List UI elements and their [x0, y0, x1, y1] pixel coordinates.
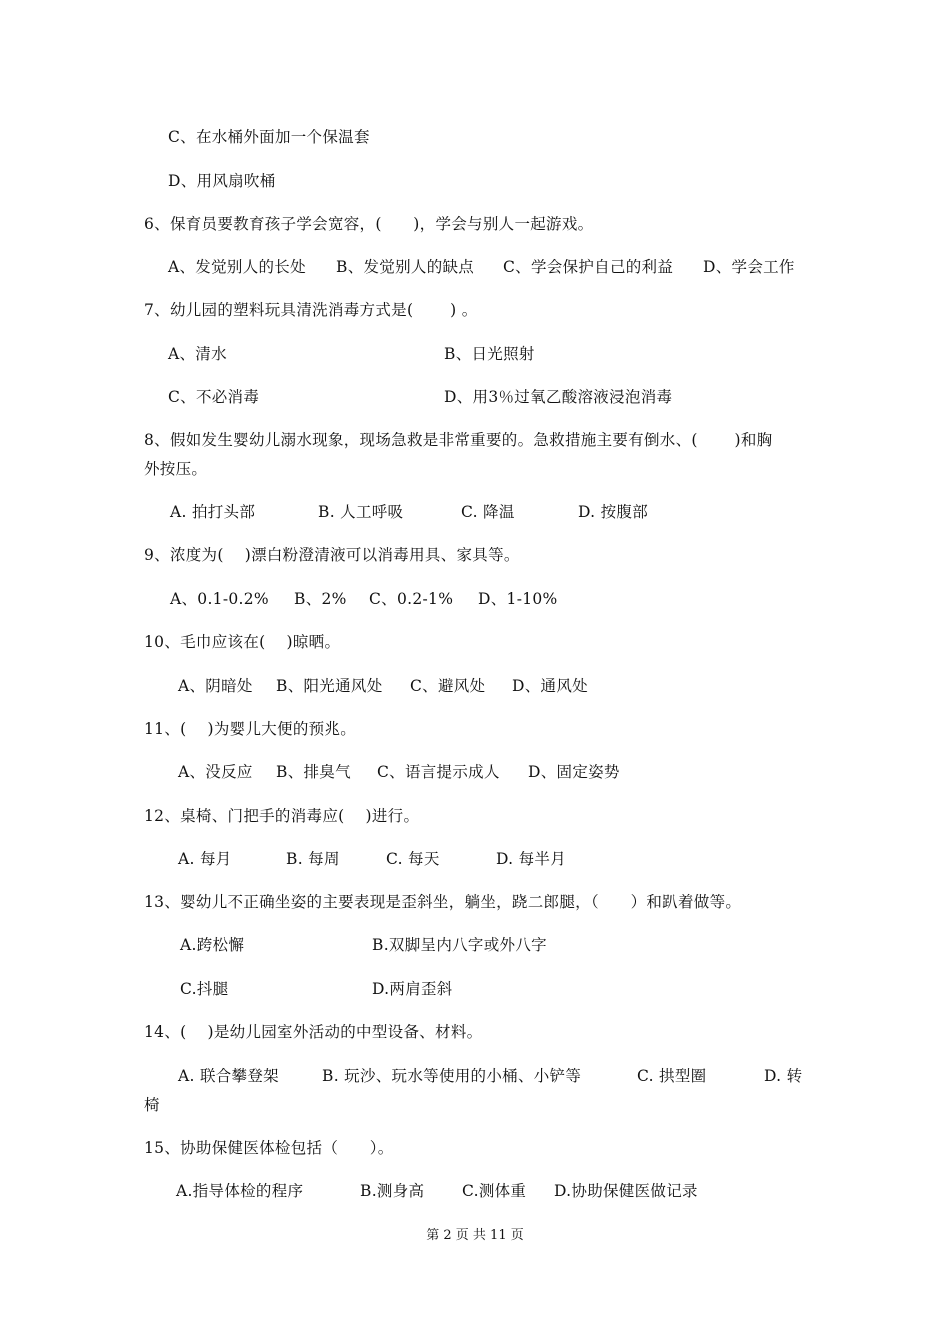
q10-option-b: B、阳光通风处 — [276, 677, 383, 695]
q9-option-a: A、0.1-0.2% — [170, 590, 269, 608]
q10-option-d: D、通风处 — [512, 677, 588, 695]
q9-option-d: D、1-10% — [478, 590, 558, 608]
q10-stem: 10、毛巾应该在( )晾晒。 — [144, 633, 341, 651]
q13-option-b: B.双脚呈内八字或外八字 — [372, 936, 547, 954]
q15-stem: 15、协助保健医体检包括（ ）。 — [144, 1139, 394, 1157]
q6-option-b: B、发觉别人的缺点 — [336, 258, 475, 276]
q13-option-d: D.两肩歪斜 — [372, 980, 453, 998]
q11-option-c: C、语言提示成人 — [377, 763, 500, 781]
q12-option-d: D. 每半月 — [496, 850, 567, 868]
q6-option-a: A、发觉别人的长处 — [168, 258, 306, 276]
q8-option-a: A. 拍打头部 — [170, 503, 256, 521]
q8-stem-line2: 外按压。 — [144, 460, 208, 478]
q14-option-c: C. 拱型圈 — [637, 1067, 707, 1085]
q15-option-d: D.协助保健医做记录 — [554, 1182, 698, 1200]
q7-option-c: C、不必消毒 — [168, 388, 260, 406]
q14-option-b: B. 玩沙、玩水等使用的小桶、小铲等 — [322, 1067, 582, 1085]
q8-option-b: B. 人工呼吸 — [318, 503, 404, 521]
q8-stem-line1: 8、假如发生婴幼儿溺水现象，现场急救是非常重要的。急救措施主要有倒水、( )和胸 — [144, 431, 773, 449]
q12-option-a: A. 每月 — [178, 850, 232, 868]
q6-option-c: C、学会保护自己的利益 — [503, 258, 674, 276]
q15-option-b: B.测身高 — [360, 1182, 425, 1200]
q14-stem: 14、( )是幼儿园室外活动的中型设备、材料。 — [144, 1023, 483, 1041]
q15-option-c: C.测体重 — [462, 1182, 527, 1200]
q6-stem: 6、保育员要教育孩子学会宽容，( )，学会与别人一起游戏。 — [144, 215, 594, 233]
q7-stem: 7、幼儿园的塑料玩具清洗消毒方式是( ) 。 — [144, 301, 478, 319]
q10-option-c: C、避风处 — [410, 677, 486, 695]
q10-option-a: A、阴暗处 — [178, 677, 253, 695]
q11-option-d: D、固定姿势 — [528, 763, 620, 781]
q11-option-a: A、没反应 — [178, 763, 253, 781]
q12-option-c: C. 每天 — [386, 850, 440, 868]
q8-option-c: C. 降温 — [461, 503, 515, 521]
q13-stem: 13、婴幼儿不正确坐姿的主要表现是歪斜坐，躺坐，跷二郎腿，（ ）和趴着做等。 — [144, 893, 742, 911]
q11-option-b: B、排臭气 — [276, 763, 351, 781]
q12-option-b: B. 每周 — [286, 850, 340, 868]
q15-option-a: A.指导体检的程序 — [176, 1182, 304, 1200]
q13-option-c: C.抖腿 — [180, 980, 229, 998]
q7-option-a: A、清水 — [168, 345, 227, 363]
q14-option-d: D. 转 — [764, 1067, 803, 1085]
q12-stem: 12、桌椅、门把手的消毒应( )进行。 — [144, 807, 420, 825]
q9-stem: 9、浓度为( )漂白粉澄清液可以消毒用具、家具等。 — [144, 546, 520, 564]
q5-option-c: C、在水桶外面加一个保温套 — [168, 128, 370, 146]
q14-option-d-wrap: 椅 — [144, 1096, 160, 1114]
q13-option-a: A.跨松懈 — [180, 936, 245, 954]
q11-stem: 11、( )为婴儿大便的预兆。 — [144, 720, 357, 738]
q7-option-d: D、用3％过氧乙酸溶液浸泡消毒 — [444, 388, 673, 406]
page-number: 第 2 页 共 11 页 — [426, 1228, 524, 1243]
q6-option-d: D、学会工作 — [703, 258, 795, 276]
q7-option-b: B、日光照射 — [444, 345, 535, 363]
q5-option-d: D、用风扇吹桶 — [168, 172, 276, 190]
q14-option-a: A. 联合攀登架 — [178, 1067, 279, 1085]
q9-option-c: C、0.2-1% — [369, 590, 454, 608]
q9-option-b: B、2% — [294, 590, 347, 608]
q8-option-d: D. 按腹部 — [578, 503, 649, 521]
